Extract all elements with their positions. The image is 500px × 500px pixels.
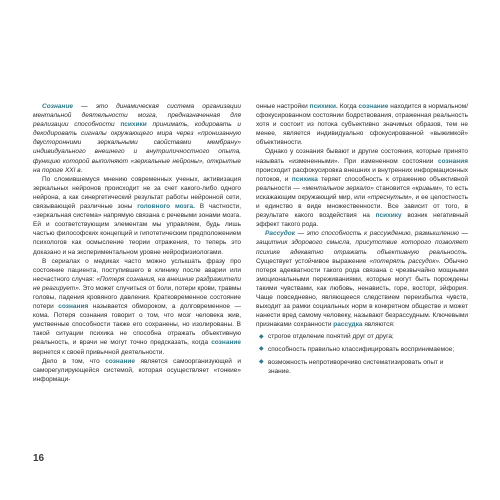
right-paragraphs xyxy=(256,102,468,329)
text-segment: Сознание xyxy=(42,103,74,110)
list-item xyxy=(256,332,468,341)
text-segment: то есть искажающим окружающий мир, или xyxy=(256,184,469,201)
paragraph-p4 xyxy=(33,357,241,384)
text-segment: психика xyxy=(291,175,318,183)
criteria-list xyxy=(256,332,468,375)
text-segment: сознания xyxy=(438,157,468,165)
list-item-text: строгое отделение понятий друг от друга; xyxy=(268,333,394,341)
text-segment: теряет способность к отражению объективной реальности — xyxy=(256,175,468,192)
text-segment: головного мозга. xyxy=(137,203,195,211)
list-item xyxy=(256,358,468,376)
diamond-bullet-icon: ◆ xyxy=(259,346,264,353)
paragraph-p1 xyxy=(33,102,241,175)
text-segment: психики xyxy=(120,121,147,129)
text-segment: сознание xyxy=(105,357,136,365)
list-item-text: возможность непротиворечиво систематизировать опыт и знание. xyxy=(268,358,444,375)
text-segment: Дело в том, что xyxy=(42,357,106,365)
diamond-bullet-icon: ◆ xyxy=(259,333,264,340)
text-segment: «ментальное зеркало» xyxy=(301,184,374,192)
text-segment: Обычно потеря адекватности такого рода связана с чрезвычайно мощными эмоциональными переживаниями, которые могут быть порождены такими чувствами, как любовь, ненависть, горе, восторг, эйфория. Чаще повседневно, являющееся следствием переизбытка чувств, выходит за рамки социальных норм в конкретном обществе и может нанести вред самому человеку, называют безрассудным. Ключевыми признаками сохранности xyxy=(256,257,468,329)
text-segment: принимать, кодировать и декодировать сигналы окружающего мира через «пронизанную двусторонними зеркальными свойствами мембрану» индивидуального внешнего и внутриличностного опыта, функцию которой выполняют «зеркальные нейроны», открытые на пороге XXI в. xyxy=(33,121,242,174)
text-segment: «потерять рассудок». xyxy=(369,257,441,265)
text-segment: — это динамическая система организации ментальной деятельности мозга, предназначенная для реализации способности xyxy=(33,103,241,129)
text-segment: Однако у сознания бывают и другие состояния, которые принято называть «измененными». При измененном состоянии xyxy=(256,148,468,165)
right-column xyxy=(256,102,468,379)
text-segment: Когда xyxy=(337,103,359,110)
text-segment: является самоорганизующей и саморегулирующейся системой, которая осуществляет «тонкие» информаци- xyxy=(33,357,241,383)
paragraph-p3 xyxy=(33,257,241,357)
text-segment: психику xyxy=(375,212,402,220)
text-segment: вернется к своей привычной деятельности. xyxy=(33,348,165,356)
text-segment: происходит расфокусировка внешних и внутренних информационных потоков, и xyxy=(256,166,468,183)
list-item-text: способность правильно классифицировать воспринимаемое; xyxy=(268,345,455,353)
text-segment: рассудка xyxy=(333,321,363,329)
page-number: 16 xyxy=(33,453,45,464)
text-segment: онные настройки xyxy=(256,103,310,110)
paragraph-p5 xyxy=(256,102,468,147)
text-segment: являются: xyxy=(362,321,395,329)
text-segment: Ей и соответствующим элементам мы управляем, будь лишь частью философских концепций и гипотетическим предположением психологов как осмысление теории отражения, то теперь это доказано и на экспериментальном уровне нейрофизиологами. xyxy=(33,221,241,256)
text-segment: В сериалах о медиках часто можно услышать фразу про состояние пациента, поступившего в клинику после аварии или несчастного случая: xyxy=(33,257,241,283)
diamond-bullet-icon: ◆ xyxy=(259,359,264,366)
text-segment: сознание xyxy=(211,339,241,347)
text-segment: «кривым», xyxy=(411,184,444,192)
paragraph-p2 xyxy=(33,175,241,257)
text-segment: Это может случиться от боли, потери крови, травмы головы, падения кровяного давления. Кратковременное состояние потери xyxy=(33,284,242,311)
left-column xyxy=(33,102,241,384)
text-segment: сознания xyxy=(58,303,89,311)
text-segment: и ее целостность и единство в виде множественности. Все зависит от того, в результате какого воздействия на xyxy=(256,193,468,220)
text-segment: Существует устойчивое выражение xyxy=(256,257,370,265)
text-segment: Рассудок xyxy=(265,230,295,238)
text-segment: возник негативный эффект такого рода. xyxy=(256,212,469,229)
text-segment: находится в нормальном/сфокусированном состоянии бодрствования, отраженная реальность хотя и состоит из потока субъективно значимых образов, тем не менее, является индивидуально сфокусированной «выжимкой» объективности. xyxy=(256,103,468,147)
text-segment: «Потеря сознания, на внешние раздражители не реагирует». xyxy=(33,275,241,292)
text-segment: По сложившемуся мнению современных ученых, активизация зеркальных нейронов происходит не за счет какого-либо одного нейрона, а как синергетический результат работы нейронной сети, связывающей различные зоны xyxy=(33,175,241,211)
text-segment: — это способность к рассуждению, размышлению — защитник здорового смысла, присутствие которого позволяет психике адекватно отражать объективную реальность. xyxy=(256,230,468,256)
text-segment: психики. xyxy=(309,103,338,110)
text-segment: В частности, «зеркальная система» напрямую связана с речевыми зонами мозга. xyxy=(33,203,241,220)
text-segment: становится xyxy=(373,184,412,192)
paragraph-p7 xyxy=(256,229,468,329)
text-segment: «треснутым», xyxy=(367,193,414,201)
list-item xyxy=(256,345,468,354)
text-segment: называется обмороком, а долговременное — кома. Потеря сознания говорит о том, что мозг человека жив, умственные способности также его сохранены, но изолированы. В такой ситуации психика не способна отражать объективную реальность, и врачи не могут точно предсказать, когда xyxy=(33,303,241,347)
text-segment: сознание xyxy=(358,103,389,110)
paragraph-p6 xyxy=(256,147,468,229)
